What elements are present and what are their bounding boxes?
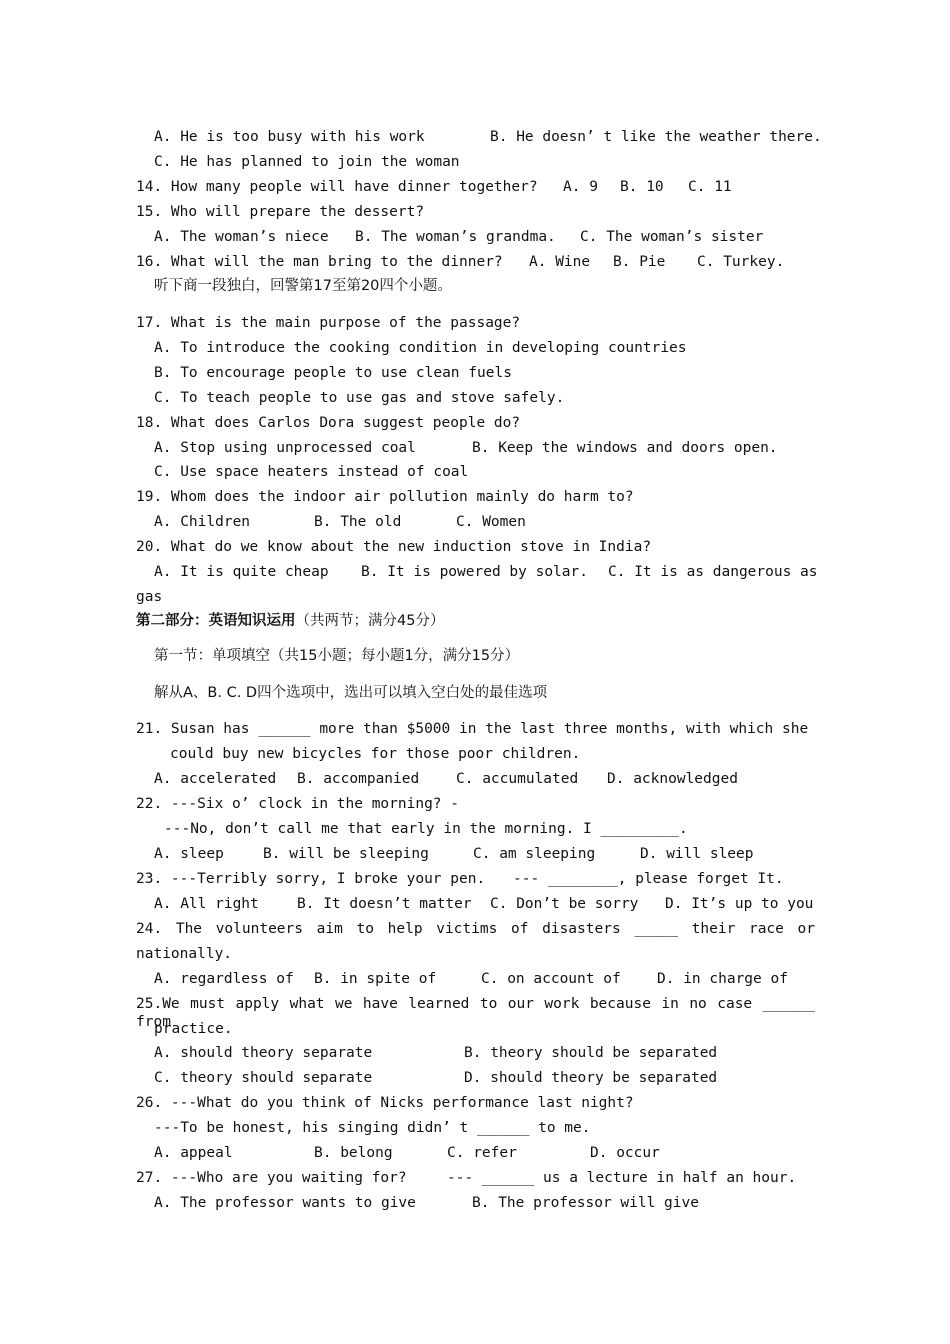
- part-2-title: 第二部分：英语知识运用: [136, 613, 296, 629]
- q18-option-b: B. Keep the windows and doors open.: [472, 440, 778, 456]
- q26-option-d: D. occur: [590, 1145, 660, 1161]
- q24-option-a: A. regardless of: [154, 971, 294, 987]
- question-21-continued: could buy new bicycles for those poor children.: [170, 746, 581, 762]
- q26-option-c: C. refer: [447, 1145, 517, 1161]
- q17-option-b: B. To encourage people to use clean fuels: [154, 365, 512, 381]
- question-15: 15. Who will prepare the dessert?: [136, 204, 425, 220]
- q22-option-d: D. will sleep: [640, 846, 754, 862]
- question-16: 16. What will the man bring to the dinner?: [136, 254, 503, 270]
- question-24: 24. The volunteers aim to help victims of disasters _____ their race or: [136, 921, 815, 937]
- q25-option-b: B. theory should be separated: [464, 1045, 718, 1061]
- question-25-continued: practice.: [154, 1021, 233, 1037]
- question-24-continued: nationally.: [136, 946, 233, 962]
- section-1-instructions: 解从A、B. C. D四个选项中，选出可以填入空白处的最佳选项: [154, 685, 548, 701]
- q24-option-d: D. in charge of: [657, 971, 788, 987]
- q16-option-c: C. Turkey.: [697, 254, 785, 270]
- question-23: 23. ---Terribly sorry, I broke your pen.: [136, 871, 486, 887]
- q26-option-a: A. appeal: [154, 1145, 233, 1161]
- q18-option-a: A. Stop using unprocessed coal: [154, 440, 416, 456]
- q27-option-a: A. The professor wants to give: [154, 1195, 416, 1211]
- q13-option-c: C. He has planned to join the woman: [154, 154, 460, 170]
- q19-option-a: A. Children: [154, 514, 251, 530]
- part-2-heading: [136, 612, 444, 630]
- question-17: 17. What is the main purpose of the passage?: [136, 315, 521, 331]
- question-20: 20. What do we know about the new induction stove in India?: [136, 539, 652, 555]
- question-19: 19. Whom does the indoor air pollution mainly do harm to?: [136, 489, 634, 505]
- question-14: 14. How many people will have dinner together?: [136, 179, 538, 195]
- q19-option-c: C. Women: [456, 514, 526, 530]
- question-27-response: --- ______ us a lecture in half an hour.: [447, 1170, 797, 1186]
- q23-option-d: D. It’s up to you: [665, 896, 814, 912]
- q23-option-a: A. All right: [154, 896, 259, 912]
- question-26: 26. ---What do you think of Nicks performance last night?: [136, 1095, 634, 1111]
- section-1-heading: 第一节：单项填空（共15小题；每小题1分，满分15分）: [154, 648, 520, 664]
- question-18: 18. What does Carlos Dora suggest people do?: [136, 415, 521, 431]
- question-23-response: --- ________, please forget It.: [513, 871, 784, 887]
- q21-option-a: A. accelerated: [154, 771, 277, 787]
- monologue-instruction: 听下商一段独白，回警第17至第20四个小题。: [154, 278, 452, 294]
- q21-option-c: C. accumulated: [456, 771, 579, 787]
- question-22-response: ---No, don’t call me that early in the morning. I _________.: [164, 821, 688, 837]
- q24-option-c: C. on account of: [481, 971, 621, 987]
- q20-option-a: A. It is quite cheap: [154, 564, 329, 580]
- q17-option-a: A. To introduce the cooking condition in developing countries: [154, 340, 687, 356]
- q23-option-b: B. It doesn’t matter: [297, 896, 472, 912]
- q15-option-b: B. The woman’s grandma.: [355, 229, 556, 245]
- q14-option-a: A. 9: [563, 179, 598, 195]
- q14-option-b: B. 10: [620, 179, 664, 195]
- question-27: 27. ---Who are you waiting for?: [136, 1170, 407, 1186]
- q20-option-c: C. It is as dangerous as: [608, 564, 818, 580]
- q25-option-d: D. should theory be separated: [464, 1070, 718, 1086]
- q17-option-c: C. To teach people to use gas and stove safely.: [154, 390, 565, 406]
- q21-option-b: B. accompanied: [297, 771, 420, 787]
- q13-option-a: A. He is too busy with his work: [154, 129, 425, 145]
- question-22: 22. ---Six o’ clock in the morning? -: [136, 796, 460, 812]
- q21-option-d: D. acknowledged: [607, 771, 738, 787]
- q25-option-c: C. theory should separate: [154, 1070, 373, 1086]
- question-26-response: ---To be honest, his singing didn’ t ______ to me.: [154, 1120, 591, 1136]
- q25-option-a: A. should theory separate: [154, 1045, 373, 1061]
- q13-option-b: B. He doesn’ t like the weather there.: [490, 129, 822, 145]
- q22-option-b: B. will be sleeping: [263, 846, 429, 862]
- q18-option-c: C. Use space heaters instead of coal: [154, 464, 469, 480]
- q27-option-b: B. The professor will give: [472, 1195, 699, 1211]
- q14-option-c: C. 11: [688, 179, 732, 195]
- question-21: 21. Susan has ______ more than $5000 in the last three months, with which she: [136, 721, 809, 737]
- q20-option-b: B. It is powered by solar.: [361, 564, 588, 580]
- q20-option-c-continued: gas: [136, 589, 163, 605]
- q19-option-b: B. The old: [314, 514, 402, 530]
- q24-option-b: B. in spite of: [314, 971, 437, 987]
- q16-option-b: B. Pie: [613, 254, 666, 270]
- q26-option-b: B. belong: [314, 1145, 393, 1161]
- q15-option-c: C. The woman’s sister: [580, 229, 764, 245]
- q23-option-c: C. Don’t be sorry: [490, 896, 639, 912]
- part-2-score: （共两节；满分45分）: [295, 613, 445, 629]
- q22-option-c: C. am sleeping: [473, 846, 596, 862]
- q16-option-a: A. Wine: [529, 254, 591, 270]
- q15-option-a: A. The woman’s niece: [154, 229, 329, 245]
- question-25: 25.We must apply what we have learned to our work because in no case ______ from: [136, 996, 815, 1030]
- q22-option-a: A. sleep: [154, 846, 224, 862]
